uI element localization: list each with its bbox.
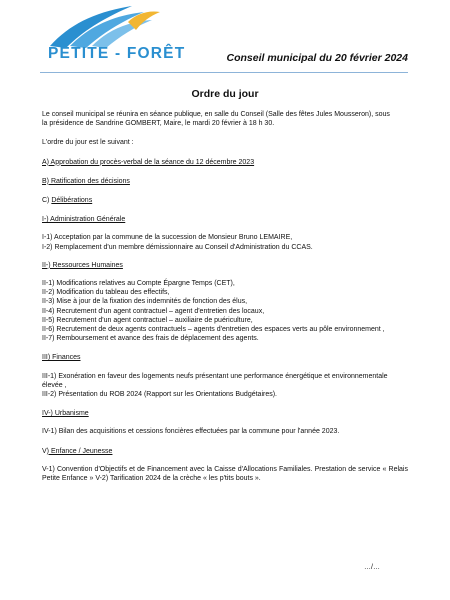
intro-line-3: L'ordre du jour est le suivant : bbox=[42, 139, 134, 147]
rh-item: II-1) Modifications relatives au Compte Épargne Temps (CET), bbox=[42, 280, 235, 288]
intro-line-2: la présidence de Sandrine GOMBERT, Maire, le mardi 20 février à 18 h 30. bbox=[42, 120, 275, 128]
meeting-title: Conseil municipal du 20 février 2024 bbox=[226, 52, 408, 64]
logo-swoosh-icon bbox=[40, 4, 170, 48]
rh-item: II-5) Recrutement d'un agent contractuel – auxiliaire de puériculture, bbox=[42, 316, 253, 324]
intro-line-1: Le conseil municipal se réunira en séance publique, en salle du Conseil (Salle des fêtes Jules Mousseron), sous bbox=[42, 111, 390, 118]
finances-heading: III) Finances bbox=[42, 354, 81, 362]
enfance-item: V-1) Convention d'Objectifs et de Financement avec la Caisse d'Allocations Familiales. Prestation de service « Relais Petite Enfance » V-2) Tarification 2024 de la crèche « les p'tits bouts ». bbox=[42, 465, 408, 483]
admin-heading: I-) Administration Générale bbox=[42, 216, 126, 224]
enfance-heading bbox=[42, 447, 408, 456]
petite-foret-logo bbox=[40, 4, 186, 68]
page-continuation: …/… bbox=[364, 564, 380, 571]
document-title: Ordre du jour bbox=[191, 88, 259, 100]
section-a: A) Approbation du procès-verbal de la séance du 12 décembre 2023 bbox=[42, 158, 255, 166]
section-b: B) Ratification des décisions bbox=[42, 177, 130, 185]
admin-item: I-2) Remplacement d'un membre démissionnaire au Conseil d'Administration du CCAS. bbox=[42, 243, 313, 251]
rh-item: II-6) Recrutement de deux agents contractuels – agents d'entretien des espaces verts au pôle environnement , bbox=[42, 326, 385, 334]
rh-item: II-7) Remboursement et avance des frais de déplacement des agents. bbox=[42, 335, 259, 343]
finances-item: III-2) Présentation du ROB 2024 (Rapport sur les Orientations Budgétaires). bbox=[42, 391, 278, 399]
section-c-prefix: C) bbox=[42, 197, 52, 205]
admin-item: I-1) Acceptation par la commune de la succession de Monsieur Bruno LEMAIRE, bbox=[42, 234, 293, 242]
enfance-heading-prefix: V bbox=[42, 447, 47, 455]
rh-heading: II-) Ressources Humaines bbox=[42, 261, 123, 269]
rh-item: II-3) Mise à jour de la fixation des indemnités de fonction des élus, bbox=[42, 298, 248, 306]
section-c bbox=[42, 196, 408, 205]
document-body bbox=[42, 110, 408, 483]
enfance-heading-rest: ) Enfance / Jeunesse bbox=[46, 447, 113, 455]
urbanisme-item: IV-1) Bilan des acquisitions et cessions foncières effectuées par la commune pour l'année 2023. bbox=[42, 428, 340, 436]
finances-item: III-1) Exonération en faveur des logements neufs présentant une performance énergétique et environnementale élevée , bbox=[42, 372, 388, 389]
rh-item: II-2) Modification du tableau des effectifs, bbox=[42, 289, 170, 297]
logo-text: PETITE - FORÊT bbox=[48, 45, 186, 62]
section-c-title: Délibérations bbox=[51, 197, 93, 205]
rh-item: II-4) Recrutement d'un agent contractuel – agent d'entretien des locaux, bbox=[42, 307, 265, 315]
urbanisme-heading: IV-) Urbanisme bbox=[42, 410, 89, 418]
header-divider bbox=[40, 72, 408, 73]
